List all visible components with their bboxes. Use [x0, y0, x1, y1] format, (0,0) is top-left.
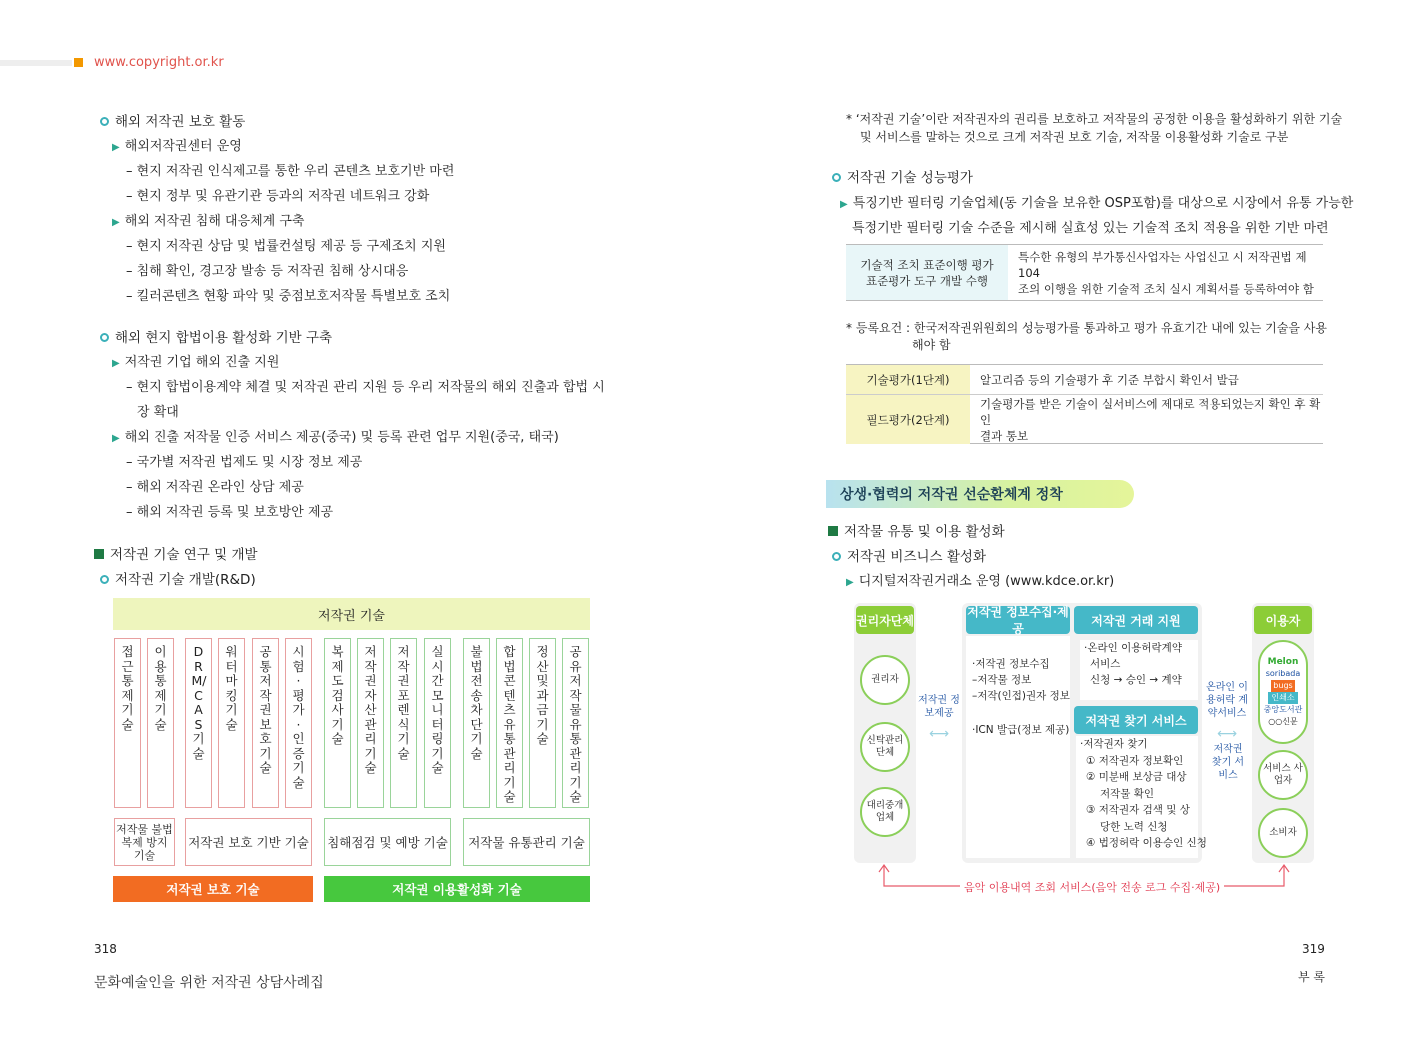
- tech-col: 이용통제 기술: [147, 638, 174, 808]
- bugs-logo: bugs: [1273, 681, 1293, 690]
- dash-item-cont: 장 확대: [137, 405, 179, 420]
- bullet: ▶ 해외 저작권 침해 대응체계 구축: [112, 214, 305, 229]
- stage-row: [846, 395, 1323, 444]
- stage-desc: 기술평가를 받은 기술이 실서비스에 제대로 적용되었는지 확인 후 확인 결과 통보: [980, 396, 1321, 443]
- section-heading: 저작권 기술 연구 및 개발: [94, 543, 258, 563]
- section-title: 해외 저작권 보호 활동: [100, 110, 245, 130]
- header-square: [74, 58, 83, 67]
- group-box: 저작물 유통관리 기술: [463, 818, 590, 866]
- tech-col: 복제도 검사기술: [324, 638, 351, 808]
- info-text: ·저작권 정보수집 –저작물 정보 –저작(인접)권자 정보 ·ICN 발급(정보 제공): [972, 658, 1070, 736]
- find-head: 저작권 찾기 서비스: [1074, 706, 1198, 734]
- bullet: ▶ 디지털저작권거래소 운영 (www.kdce.or.kr): [846, 574, 1115, 589]
- eval-table-label: 기술적 조치 표준이행 평가 표준평가 도구 개발 수행: [846, 245, 1008, 300]
- dash-item: – 해외 저작권 등록 및 보호방안 제공: [126, 505, 334, 520]
- eval-table: [846, 244, 1323, 301]
- trust-body: 신탁관리 단체: [860, 722, 910, 772]
- group-box: 저작권 보호 기반 기술: [185, 818, 312, 866]
- dash-item: – 현지 저작권 인식제고를 통한 우리 콘텐츠 보호기반 마련: [126, 164, 455, 179]
- tech-col: 시험·평가·인증 기술: [285, 638, 312, 808]
- agent-company: 대리중개 업체: [860, 787, 910, 837]
- library-logo: 중앙도서관: [1263, 705, 1303, 714]
- tech-col: 공유 저작물 유통관리 기술: [562, 638, 589, 808]
- arrow-label: 저작권 정보제공: [918, 695, 960, 719]
- subsection: 저작권 비즈니스 활성화: [832, 545, 986, 565]
- users-head: 이용자: [1254, 606, 1312, 634]
- service-logos: [1258, 640, 1308, 744]
- tech-col: 접근통제 기술: [114, 638, 141, 808]
- note-cont: 해야 함: [912, 338, 951, 352]
- page-number-right: 319: [1302, 942, 1325, 956]
- arrow-label: 온라인 이용허락 계약서비스: [1206, 682, 1248, 719]
- newspaper-logo: ○○신문: [1268, 717, 1298, 726]
- stage-table: [846, 364, 1323, 444]
- tech-col: 저작권 자산 관리 기술: [357, 638, 384, 808]
- dash-item: – 국가별 저작권 법제도 및 시장 정보 제공: [126, 455, 363, 470]
- bullet: ▶ 특징기반 필터링 기술업체(동 기술을 보유한 OSP포함)를 대상으로 시장에서 유통 가능한: [840, 196, 1354, 211]
- banner: 상생·협력의 저작권 선순환체계 정착: [826, 480, 1134, 508]
- info-head: 저작권 정보수집·제공: [967, 605, 1069, 636]
- header-bar: [0, 60, 72, 66]
- arrow-label: 저작권 찾기 서비스: [1211, 744, 1245, 781]
- print-logo: 인쇄소: [1268, 692, 1297, 704]
- note: * ‘저작권 기술’이란 저작권자의 권리를 보호하고 저작물의 공정한 이용을 활성화하기 위한 기술: [846, 112, 1343, 126]
- group-box: 저작물 불법복제 방지 기술: [114, 818, 175, 866]
- trade-head: 저작권 거래 지원: [1074, 606, 1198, 634]
- tech-col: 실시간 모니터링 기술: [424, 638, 451, 808]
- stage-label: 필드평가(2단계): [846, 395, 970, 444]
- double-arrow: ⟷: [1216, 726, 1238, 742]
- soribada-logo: soribada: [1265, 669, 1301, 678]
- double-arrow: ⟷: [928, 726, 950, 742]
- tech-col: DRM/CAS 기술: [185, 638, 212, 808]
- note-cont: 및 서비스를 말하는 것으로 크게 저작권 보호 기술, 저작물 이용활성화 기술로 구분: [860, 130, 1289, 144]
- tech-col: 공통 저작권 보호 기술: [252, 638, 279, 808]
- rights-head: 권리자단체: [856, 606, 914, 634]
- eval-table-desc: 특수한 유형의 부가통신사업자는 사업신고 시 저작권법 제104 조의 이행을 위한 기술적 조치 실시 계획서를 등록하여야 함: [1018, 249, 1314, 296]
- note: * 등록요건 : 한국저작권위원회의 성능평가를 통과하고 평가 유효기간 내에 있는 기술을 사용: [846, 321, 1327, 335]
- tech-col: 워터마킹 기술: [218, 638, 245, 808]
- tech-col: 저작권 포렌식 기술: [390, 638, 417, 808]
- dash-item: – 현지 정부 및 유관기관 등과의 저작권 네트워크 강화: [126, 189, 430, 204]
- protection-bar: 저작권 보호 기술: [113, 876, 313, 902]
- dash-item: – 현지 저작권 상담 및 법률컨설팅 제공 등 구제조치 지원: [126, 239, 446, 254]
- section-title: 해외 현지 합법이용 활성화 기반 구축: [100, 326, 332, 346]
- tech-col: 정산 및 과금 기술: [529, 638, 556, 808]
- footer-title-left: 문화예술인을 위한 저작권 상담사례집: [94, 975, 324, 991]
- find-text: ·저작권자 찾기 ① 저작권자 정보확인 ② 미분배 보상금 대상 저작물 확인 ③ 저작권자 검색 및 상 당한 노력 신청 ④ 법정허락 이용승인 신청: [1076, 736, 1198, 858]
- section-heading: 저작물 유통 및 이용 활성화: [828, 520, 1005, 540]
- bottom-arrow-label: 음악 이용내역 조회 서비스(음악 전송 로그 수집·제공): [960, 879, 1224, 895]
- dash-item: – 침해 확인, 경고장 발송 등 저작권 침해 상시대응: [126, 264, 409, 279]
- subsection: 저작권 기술 개발(R&D): [100, 568, 256, 588]
- trade-text: ·온라인 이용허락계약 서비스 신청 → 승인 → 계약: [1080, 640, 1198, 700]
- tech-col: 합법 콘텐츠 유통관리 기술: [496, 638, 523, 808]
- bullet: ▶ 저작권 기업 해외 진출 지원: [112, 355, 280, 370]
- bullet-cont: 특정기반 필터링 기술 수준을 제시해 실효성 있는 기술적 조치 적용을 위한 기반 마련: [852, 221, 1329, 236]
- utilization-bar: 저작권 이용활성화 기술: [324, 876, 590, 902]
- consumer: 소비자: [1258, 808, 1308, 858]
- section-title: 저작권 기술 성능평가: [832, 166, 973, 186]
- dash-item: – 현지 합법이용계약 체결 및 저작권 관리 지원 등 우리 저작물의 해외 진출과 합법 시: [126, 380, 605, 395]
- page-number-left: 318: [94, 942, 117, 956]
- melon-logo: Melon: [1267, 657, 1299, 667]
- dash-item: – 해외 저작권 온라인 상담 제공: [126, 480, 304, 495]
- stage-desc: 알고리즘 등의 기술평가 후 기준 부합시 확인서 발급: [980, 372, 1239, 387]
- group-box: 침해점검 및 예방 기술: [324, 818, 451, 866]
- stage-label: 기술평가(1단계): [846, 365, 970, 394]
- service-provider: 서비스 사업자: [1258, 750, 1308, 800]
- footer-title-right: 부 록: [1298, 970, 1325, 984]
- stage-row: [846, 365, 1323, 395]
- rights-holder: 권리자: [860, 655, 910, 705]
- header-url[interactable]: www.copyright.or.kr: [94, 55, 224, 70]
- bullet: ▶ 해외저작권센터 운영: [112, 139, 242, 154]
- diagram-top-bar: 저작권 기술: [113, 598, 590, 630]
- bullet: ▶ 해외 진출 저작물 인증 서비스 제공(중국) 및 등록 관련 업무 지원(중국, 태국): [112, 430, 559, 445]
- tech-col: 불법전송 차단 기술: [463, 638, 490, 808]
- dash-item: – 킬러콘텐츠 현황 파악 및 중점보호저작물 특별보호 조치: [126, 289, 451, 304]
